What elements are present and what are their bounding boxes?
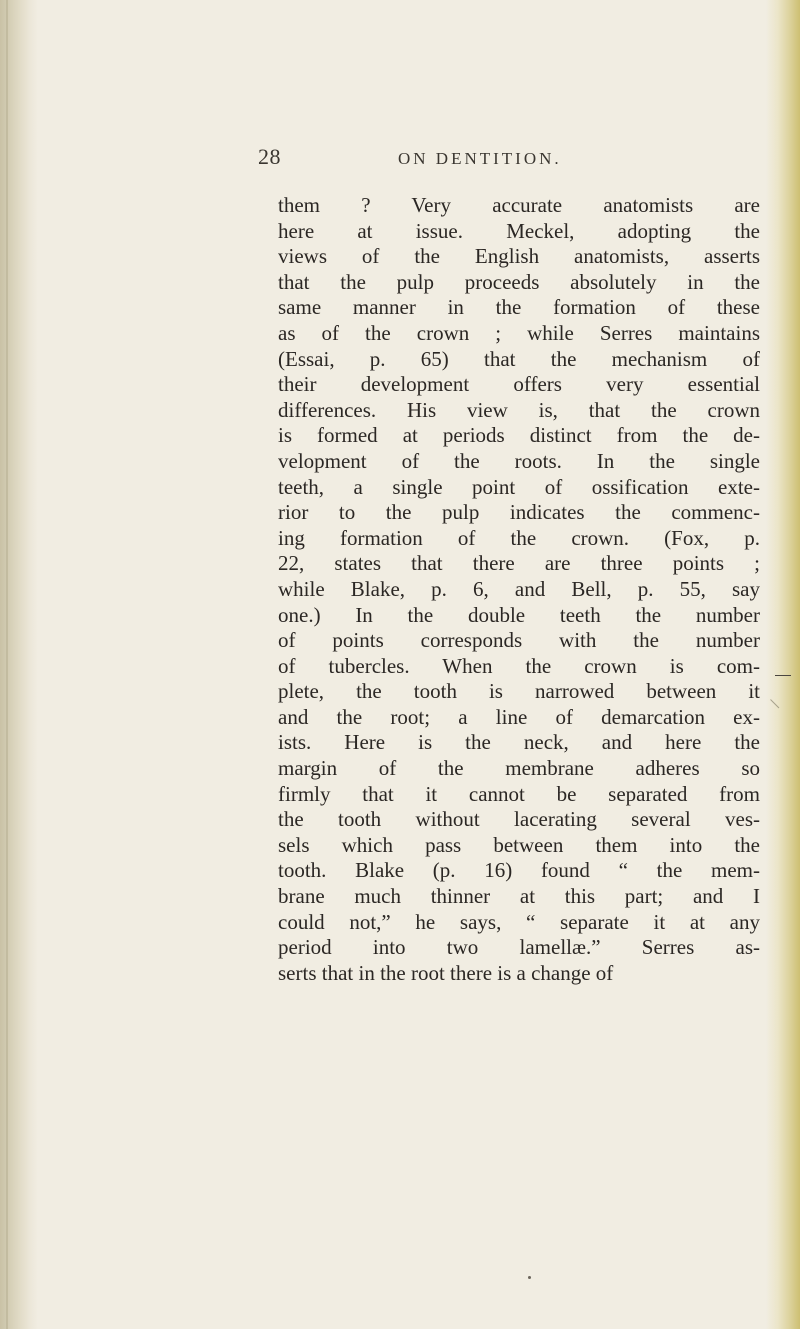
text-line: same manner in the formation of these bbox=[278, 295, 760, 320]
margin-tick-mark bbox=[762, 699, 780, 717]
text-line: velopment of the roots. In the single bbox=[278, 448, 760, 473]
text-line: their development offers very essential bbox=[278, 372, 760, 397]
text-line: margin of the membrane adheres so bbox=[278, 756, 760, 781]
text-line: as of the crown ; while Serres maintains bbox=[278, 320, 760, 345]
text-line: of tubercles. When the crown is com- bbox=[278, 653, 760, 678]
text-line: serts that in the root there is a change of bbox=[278, 960, 614, 985]
page-number: 28 bbox=[258, 144, 281, 169]
text-line: could not,” he says, “ separate it at any bbox=[278, 909, 760, 934]
text-line: 22, states that there are three points ; bbox=[278, 551, 760, 576]
body-text bbox=[278, 193, 760, 986]
text-line: them ? Very accurate anatomists are bbox=[278, 193, 760, 217]
text-line: period into two lamellæ.” Serres as- bbox=[278, 935, 760, 960]
text-line: is formed at periods distinct from the de- bbox=[278, 423, 760, 448]
text-line: and the root; a line of demarcation ex- bbox=[278, 704, 760, 729]
text-line: firmly that it cannot be separated from bbox=[278, 781, 760, 806]
text-line: ing formation of the crown. (Fox, p. bbox=[278, 525, 760, 550]
text-line: rior to the pulp indicates the commenc- bbox=[278, 500, 760, 525]
text-line: of points corresponds with the number bbox=[278, 628, 760, 653]
running-head: ON DENTITION. bbox=[398, 149, 562, 168]
text-line: views of the English anatomists, asserts bbox=[278, 244, 760, 269]
text-line: while Blake, p. 6, and Bell, p. 55, say bbox=[278, 576, 760, 601]
text-line: (Essai, p. 65) that the mechanism of bbox=[278, 346, 760, 371]
text-line: one.) In the double teeth the number bbox=[278, 602, 760, 627]
text-line: brane much thinner at this part; and I bbox=[278, 884, 760, 909]
page-header bbox=[0, 144, 800, 174]
text-line: ists. Here is the neck, and here the bbox=[278, 730, 760, 755]
margin-dash-mark bbox=[775, 675, 791, 676]
text-line: that the pulp proceeds absolutely in the bbox=[278, 269, 760, 294]
text-line: plete, the tooth is narrowed between it bbox=[278, 679, 760, 704]
text-line: sels which pass between them into the bbox=[278, 832, 760, 857]
text-line: here at issue. Meckel, adopting the bbox=[278, 218, 760, 243]
ink-speck bbox=[528, 1276, 531, 1279]
text-line: tooth. Blake (p. 16) found “ the mem- bbox=[278, 858, 760, 883]
text-line: differences. His view is, that the crown bbox=[278, 397, 760, 422]
text-line: the tooth without lacerating several ves- bbox=[278, 807, 760, 832]
text-line: teeth, a single point of ossification exte- bbox=[278, 474, 760, 499]
